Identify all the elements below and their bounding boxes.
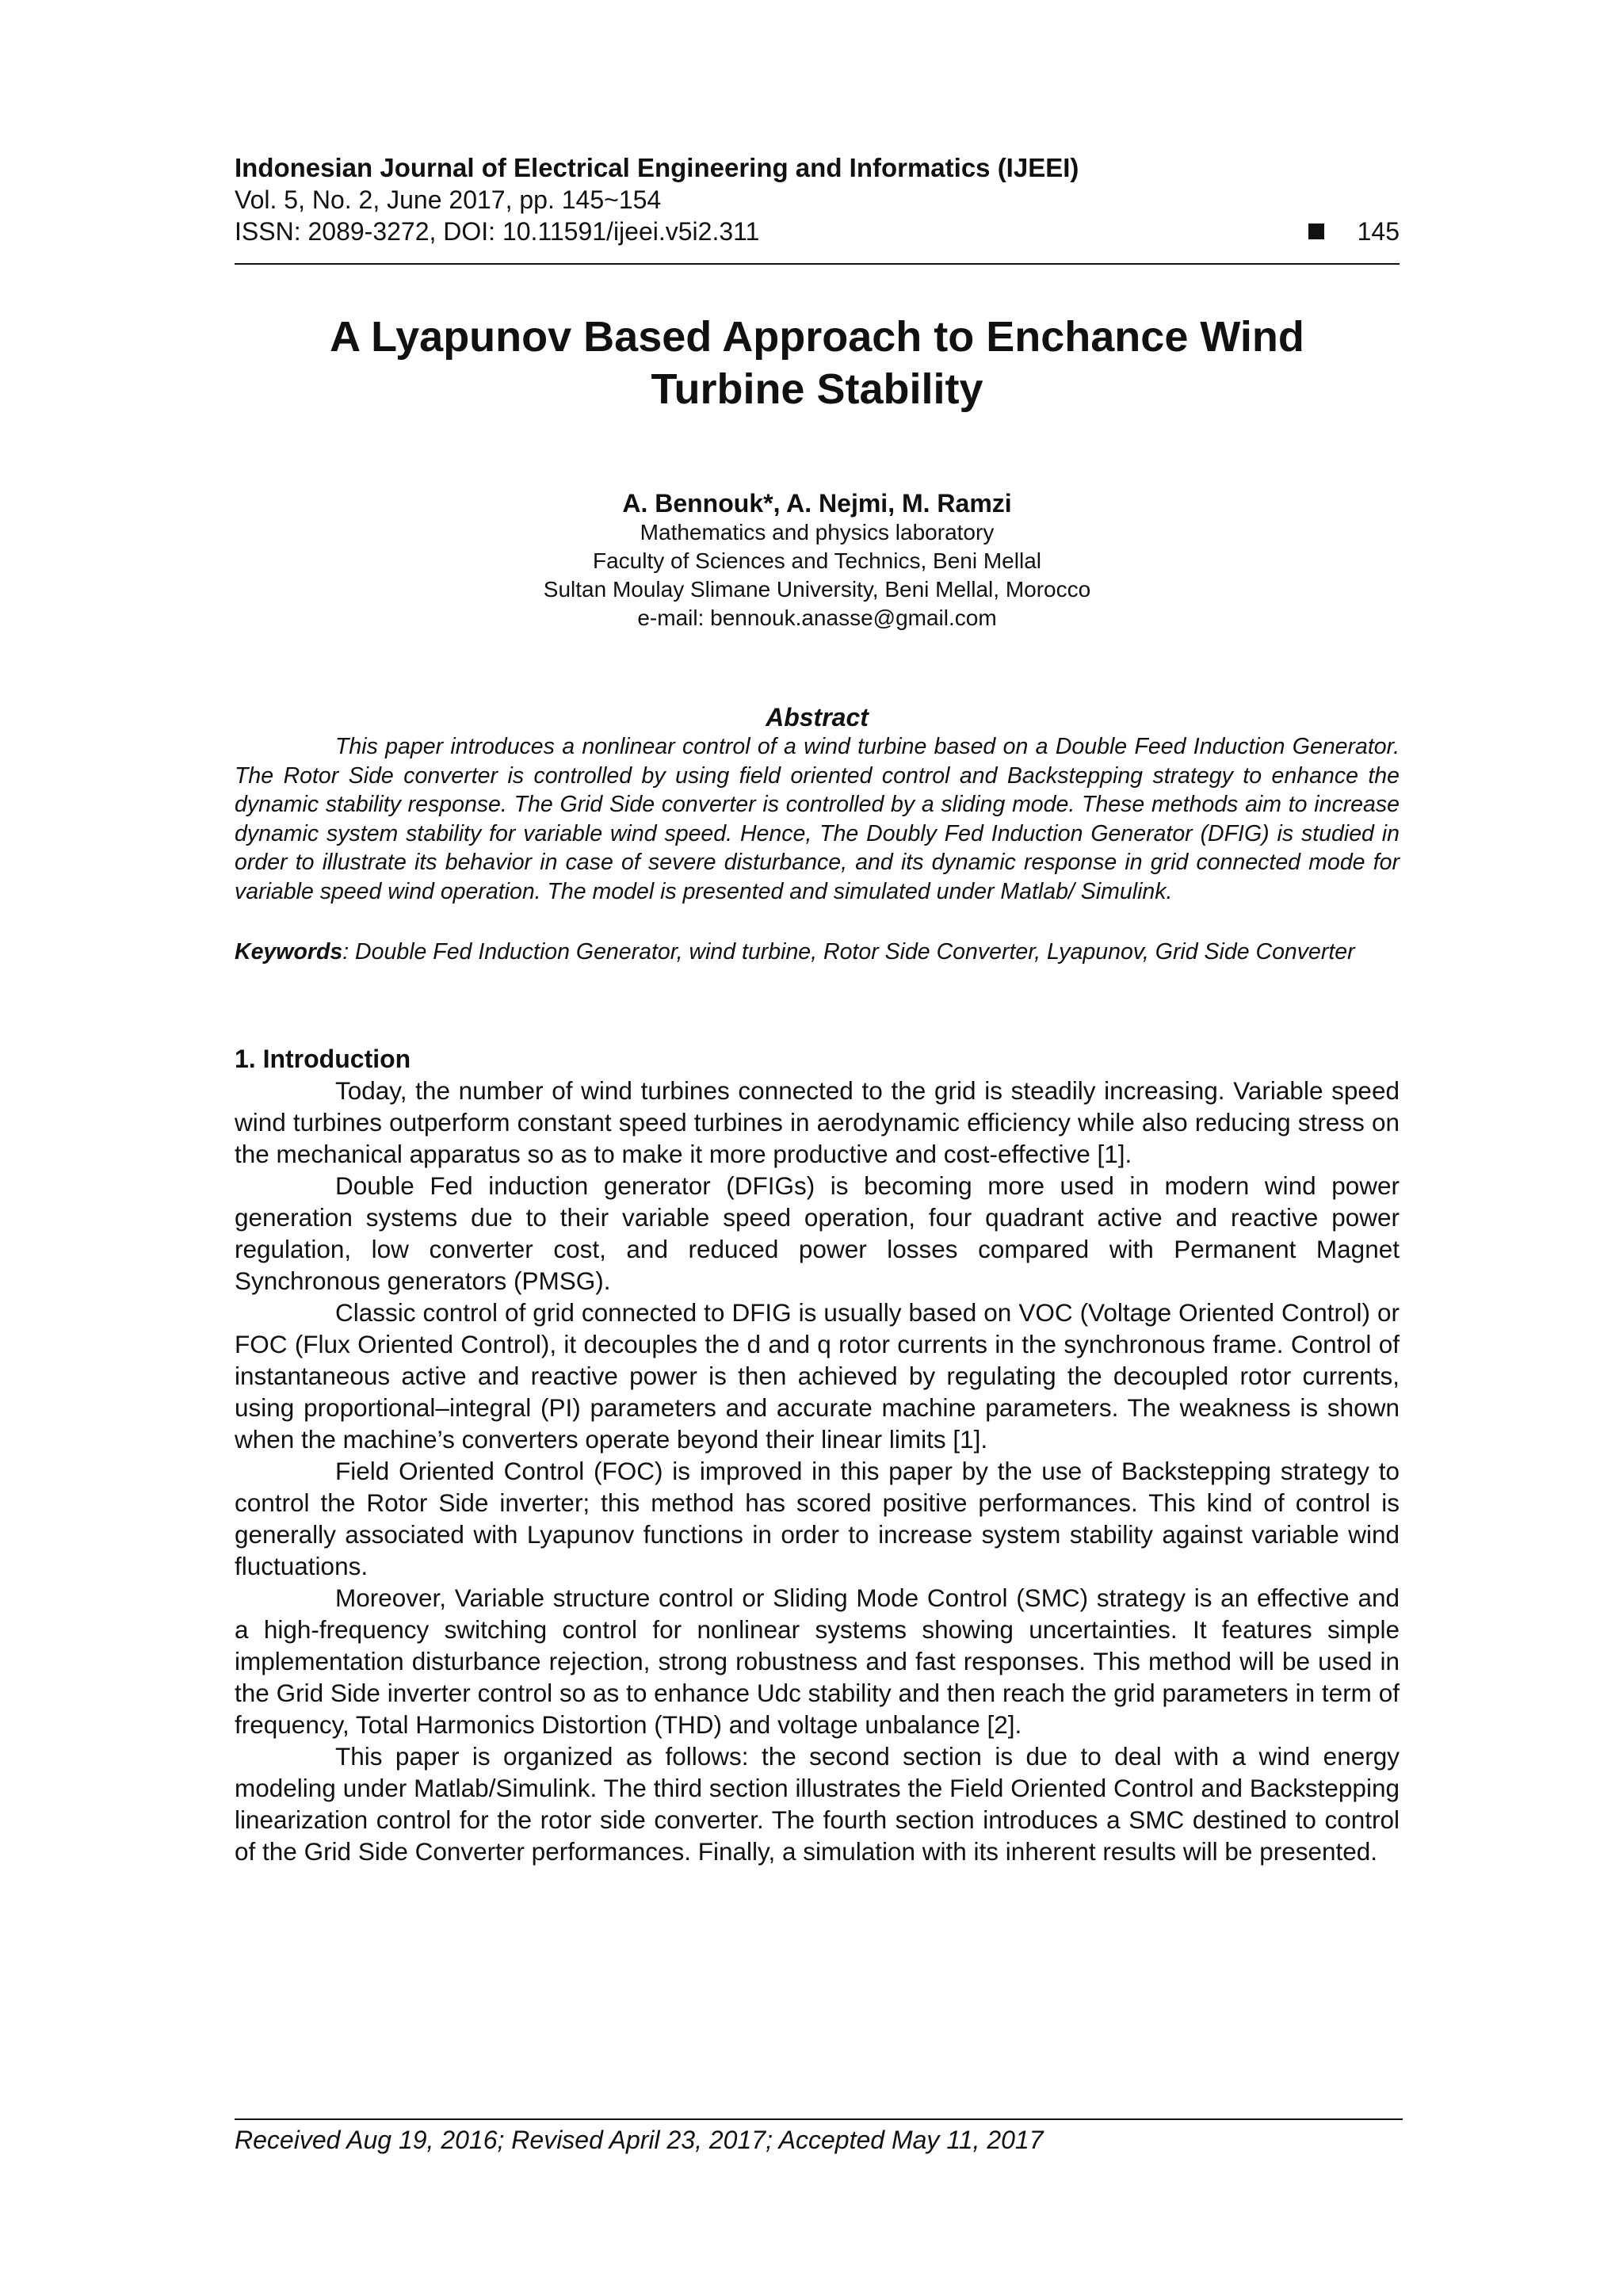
issn-doi: ISSN: 2089-3272, DOI: 10.11591/ijeei.v5i2.311 bbox=[235, 217, 760, 246]
abstract-heading: Abstract bbox=[766, 703, 869, 732]
journal-header bbox=[235, 152, 1400, 265]
affiliation-line: Faculty of Sciences and Technics, Beni Mellal bbox=[593, 548, 1041, 573]
received-dates: Received Aug 19, 2016; Revised April 23, 2017; Accepted May 11, 2017 bbox=[235, 2126, 1044, 2154]
author-email: e-mail: bennouk.anasse@gmail.com bbox=[637, 606, 997, 630]
volume-info: Vol. 5, No. 2, June 2017, pp. 145~154 bbox=[235, 185, 662, 214]
page-number: 145 bbox=[1357, 217, 1400, 246]
body-paragraph: This paper is organized as follows: the second section is due to deal with a wind energy modeling under Matlab/Simulink. The third section illustrates the Field Oriented Control and Backstepping linearization control for the rotor side converter. The fourth section introduces a SMC destined to control of the Grid Side Converter performances. Finally, a simulation with its inherent results will be presented. bbox=[235, 1741, 1400, 1866]
journal-name: Indonesian Journal of Electrical Engineering and Informatics (IJEEI) bbox=[235, 153, 1079, 182]
author-block bbox=[235, 488, 1400, 632]
paper-page bbox=[235, 152, 1400, 1867]
paper-title: A Lyapunov Based Approach to Enchance Wind Turbine Stability bbox=[330, 313, 1304, 413]
body-paragraph: Field Oriented Control (FOC) is improved in this paper by the use of Backstepping strategy to control the Rotor Side inverter; this method has scored positive performances. This kind of control is generally associated with Lyapunov functions in order to increase system stability against variable wind fluctuations. bbox=[235, 1456, 1400, 1580]
body-paragraph: Moreover, Variable structure control or Sliding Mode Control (SMC) strategy is an effective and a high-frequency switching control for nonlinear systems showing uncertainties. It features simple implementation disturbance rejection, strong robustness and fast responses. This method will be used in the Grid Side inverter control so as to enhance Udc stability and then reach the grid parameters in term of frequency, Total Harmonics Distortion (THD) and voltage unbalance [2]. bbox=[235, 1583, 1400, 1739]
section-heading-introduction: 1. Introduction bbox=[235, 1044, 411, 1073]
page-number-group bbox=[1308, 216, 1400, 247]
footer-divider bbox=[235, 2118, 1403, 2120]
issn-row bbox=[235, 216, 1400, 247]
author-names: A. Bennouk*, A. Nejmi, M. Ramzi bbox=[622, 489, 1012, 518]
affiliation-line: Mathematics and physics laboratory bbox=[640, 520, 995, 544]
body-paragraph: Today, the number of wind turbines connected to the grid is steadily increasing. Variable speed wind turbines outperform constant speed turbines in aerodynamic efficiency while also reducing stress on the mechanical apparatus so as to make it more productive and cost-effective [1]. bbox=[235, 1075, 1400, 1168]
body-paragraph: Double Fed induction generator (DFIGs) is becoming more used in modern wind power generation systems due to their variable speed operation, four quadrant active and reactive power regulation, low converter cost, and reduced power losses compared with Permanent Magnet Synchronous generators (PMSG). bbox=[235, 1171, 1400, 1295]
affiliation-line: Sultan Moulay Slimane University, Beni Mellal, Morocco bbox=[543, 577, 1091, 602]
header-divider bbox=[235, 263, 1400, 265]
abstract-text: This paper introduces a nonlinear control of a wind turbine based on a Double Feed Induction Generator. The Rotor Side converter is controlled by using field oriented control and Backstepping strategy to enhance the dynamic stability response. The Grid Side converter is controlled by a sliding mode. These methods aim to increase dynamic system stability for variable wind speed. Hence, The Doubly Fed Induction Generator (DFIG) is studied in order to illustrate its behavior in case of severe disturbance, and its dynamic response in grid connected mode for variable speed wind operation. The model is presented and simulated under Matlab/ Simulink. bbox=[235, 734, 1400, 904]
keywords-label: Keywords bbox=[235, 939, 343, 965]
keywords bbox=[235, 938, 1400, 967]
body-paragraph: Classic control of grid connected to DFIG is usually based on VOC (Voltage Oriented Control) or FOC (Flux Oriented Control), it decouples the d and q rotor currents in the synchronous frame. Control of instantaneous active and reactive power is then achieved by regulating the decoupled rotor currents, using proportional–integral (PI) parameters and accurate machine parameters. The weakness is shown when the machine’s converters operate beyond their linear limits [1]. bbox=[235, 1297, 1400, 1454]
square-bullet-icon bbox=[1308, 223, 1324, 239]
keywords-text: : Double Fed Induction Generator, wind turbine, Rotor Side Converter, Lyapunov, Grid Side Converter bbox=[342, 939, 1355, 965]
